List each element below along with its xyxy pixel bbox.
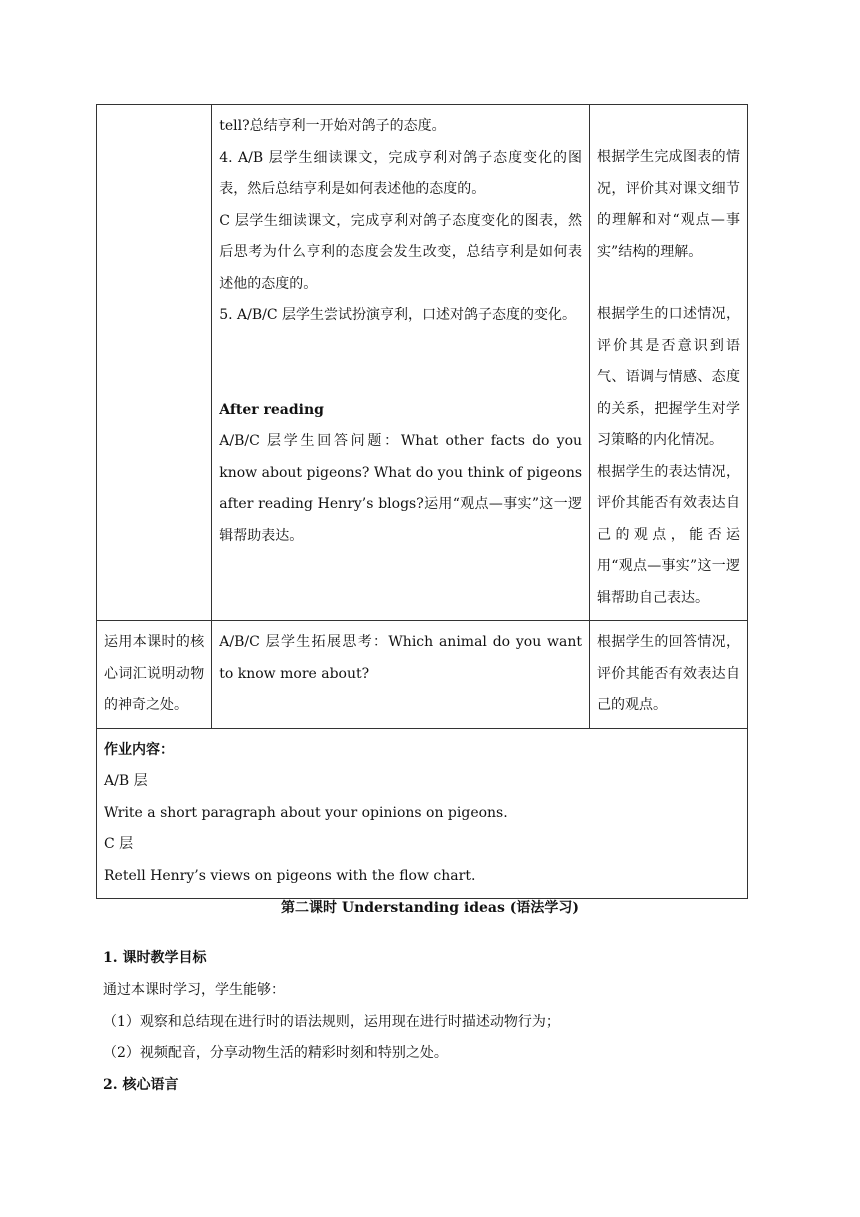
spacer xyxy=(597,268,740,299)
activity-text: A/B/C 层学生拓展思考：Which animal do you want to know more about? xyxy=(219,634,583,682)
homework-title: 作业内容： xyxy=(104,741,174,758)
assessment-cell xyxy=(590,105,748,621)
objective-cell xyxy=(97,621,212,729)
assessment-cell xyxy=(590,621,748,729)
activity-text: C 层学生细读课文，完成亨利对鸽子态度变化的图表，然后思考为什么亨利的态度会发生改变，总结亨利是如何表述他的态度的。 xyxy=(219,212,583,292)
activity-text: tell?总结亨利一开始对鸽子的态度。 xyxy=(219,118,446,134)
assessment-text: 根据学生的口述情况，评价其是否意识到语气、语调与情感、态度的关系，把握学生对学习策略的内化情况。 xyxy=(597,306,740,448)
spacer xyxy=(597,111,740,142)
homework-c-task: Retell Henry’s views on pigeons with the flow chart. xyxy=(104,867,476,884)
section-title: 第二课时 Understanding ideas (语法学习) xyxy=(281,900,579,916)
goal-heading: 1. 课时教学目标 xyxy=(103,950,207,966)
table-row xyxy=(97,621,748,729)
homework-row xyxy=(97,728,748,899)
objective-cell-empty xyxy=(97,105,212,621)
goal-item-1: （1）观察和总结现在进行时的语法规则，运用现在进行时描述动物行为； xyxy=(103,1014,560,1030)
goal-item-2: （2）视频配音，分享动物生活的精彩时刻和特别之处。 xyxy=(103,1045,448,1061)
assessment-text: 根据学生完成图表的情况，评价其对课文细节的理解和对“观点—事实”结构的理解。 xyxy=(597,149,740,260)
lesson-table xyxy=(96,104,748,899)
assessment-text: 根据学生的表达情况，评价其能否有效表达自己的观点，能否运用“观点—事实”这一逻辑帮助自己表达。 xyxy=(597,463,740,606)
assessment-text: 根据学生的回答情况，评价其能否有效表达自己的观点。 xyxy=(597,634,740,713)
activity-text: 4. A/B 层学生细读课文，完成亨利对鸽子态度变化的图表，然后总结亨利是如何表述他的态度的。 xyxy=(219,149,583,197)
activity-cell xyxy=(212,621,590,729)
intro-text: 通过本课时学习，学生能够： xyxy=(103,982,285,998)
after-reading-heading: After reading xyxy=(219,401,324,418)
homework-ab-task: Write a short paragraph about your opinions on pigeons. xyxy=(104,804,508,821)
activity-text: 5. A/B/C 层学生尝试扮演亨利，口述对鸽子态度的变化。 xyxy=(219,307,577,323)
spacer xyxy=(219,332,582,395)
objective-text: 运用本课时的核心词汇说明动物的神奇之处。 xyxy=(104,634,205,713)
table-row xyxy=(97,105,748,621)
activity-text: A/B/C 层学生回答问题：What other facts do you know about pigeons? What do you think of pigeons after reading Henry’s blogs?运用“观点—事实”这一逻辑帮助表达。 xyxy=(219,433,583,544)
activity-cell xyxy=(212,105,590,621)
homework-ab-label: A/B 层 xyxy=(104,773,148,789)
homework-cell xyxy=(97,728,748,899)
core-language-heading: 2. 核心语言 xyxy=(103,1077,179,1093)
homework-c-label: C 层 xyxy=(104,836,134,852)
